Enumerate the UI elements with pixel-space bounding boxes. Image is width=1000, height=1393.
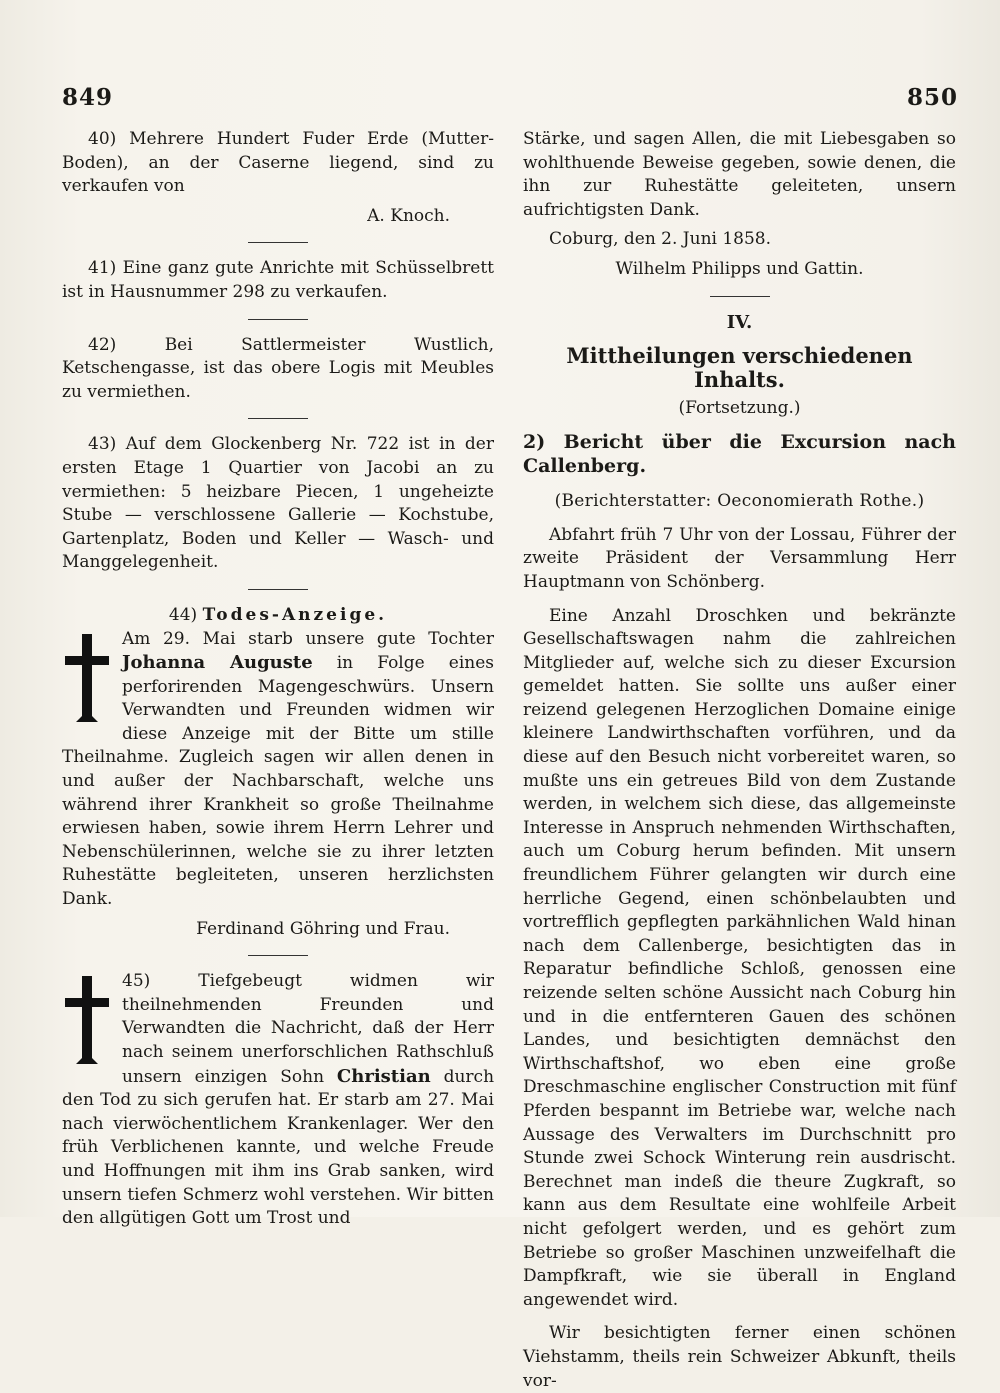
- page-number-right: 850: [906, 84, 958, 111]
- notice-43-text: 43) Auf dem Glockenberg Nr. 722 ist in der ersten Etage 1 Quartier von Jacobi an zu vermiethen: 5 heizbare Piecen, 1 ungeheizte Stube — verschlossene Gallerie — Kochstube, Gartenplatz, Boden und Keller — Wasch- und Manggelegenheit.: [62, 434, 494, 573]
- notice-42-text: 42) Bei Sattlermeister Wustlich, Ketschengasse, ist das obere Logis mit Meubles zu vermiethen.: [62, 334, 494, 402]
- article-paragraph-3: Wir besichtigten ferner einen schönen Viehstamm, theils rein Schweizer Abkunft, theils vor-: [523, 1323, 956, 1391]
- notice-45-text-a: 45) Tiefgebeugt widmen wir theilnehmenden Freunden und Verwandten die Nachricht, daß der Herr nach seinem unerforschlichen Rathschluß unsern einzigen Sohn: [122, 971, 494, 1087]
- notice-44-text-b: in Folge eines perforirenden Magengeschwürs. Unsern Verwandten und Freunden widmen wir diese Anzeige mit der Bitte um stille Theilnahme. Zugleich sagen wir allen denen in und außer der Nachbarschaft, welche uns während ihrer Krankheit so große Theilnahme erwiesen haben, sowie ihrem Herrn Lehrer und Nebenschülerinnen, welche sie zu ihrer letzten Ruhestätte begleiteten, unseren herzlichsten Dank.: [62, 653, 494, 910]
- notice-45-name: Christian: [336, 1065, 431, 1087]
- notice-40: [62, 128, 494, 228]
- notice-44-signature: Ferdinand Göhring und Frau.: [196, 918, 450, 939]
- page-number-left: 849: [62, 84, 114, 111]
- article-paragraph-2: Eine Anzahl Droschken und bekränzte Gesellschaftswagen nahm die zahlreichen Mitglieder auf, welche sich zu dieser Excursion gemeldet hatten. Sie sollte uns außer einer reizend gelegenen Herzoglichen Domaine einige kleinere Landwirthschaften vorführen, und da diese auf den Besuch nicht vorbereitet waren, so mußte uns ein getreues Bild von dem Zustande werden, in welchem sich diese, das allgemeinste Interesse in Anspruch nehmenden Wirthschaften, auch um Coburg herum befinden. Mit unsern freundlichem Führer gelangten wir durch eine herrliche Gegend, einen schönbelaubten und vortrefflich gepflegten parkähnlichen Wald hinan nach dem Callenberge, besichtigten das in Reparatur befindliche Schloß, genossen eine reizende selten schöne Aussicht nach Coburg hin und in die entfernteren Gauen des schönen Landes, und besichtigten demnächst den Wirthschaftshof, wo eben eine große Dreschmaschine englischer Construction mit fünf Pferden bespannt im Betriebe war, welche nach Aussage des Verwalters im Durchschnitt pro Stunde zwei Schock Winterung rein ausdrischt. Berechnet man indeß die theure Zugkraft, so kann aus dem Resultate eine wohlfeile Arbeit nicht gefolgert werden, und es gehört zum Betriebe so großer Maschinen unzweifelhaft die Dampfkraft, wie sie überall in England angewendet wird.: [523, 605, 956, 1310]
- separator-rule: [248, 242, 308, 243]
- separator-rule: [248, 418, 308, 419]
- article-reporter: (Berichterstatter: Oeconomierath Rothe.): [554, 491, 925, 512]
- notice-45-death-announcement: [62, 970, 494, 1231]
- notice-44-name: Johanna Auguste: [122, 652, 313, 674]
- continuation-note: (Fortsetzung.): [678, 398, 801, 419]
- notice-41-text: 41) Eine ganz gute Anrichte mit Schüsselbrett ist in Hausnummer 298 zu verkaufen.: [62, 258, 494, 302]
- left-column: [62, 128, 494, 1245]
- article-paragraph-1: Abfahrt früh 7 Uhr von der Lossau, Führer der zweite Präsident der Versammlung Herr Hauptmann von Schönberg.: [523, 524, 956, 592]
- separator-rule: [248, 589, 308, 590]
- notice-43: [62, 433, 494, 575]
- right-column: [523, 128, 956, 1393]
- separator-rule: [710, 296, 770, 297]
- notice-44-text-a: Am 29. Mai starb unsere gute Tochter: [122, 628, 494, 649]
- notice-42: [62, 334, 494, 405]
- notice-44-title: Todes-Anzeige.: [202, 604, 388, 625]
- separator-rule: [248, 319, 308, 320]
- article-title: 2) Bericht über die Excursion nach Callenberg.: [523, 430, 956, 477]
- notice-40-signature: A. Knoch.: [367, 205, 450, 226]
- place-date: Coburg, den 2. Juni 1858.: [549, 229, 772, 250]
- notice-41: [62, 257, 494, 304]
- cross-icon: [62, 632, 112, 724]
- continuation-text: Stärke, und sagen Allen, die mit Liebesgaben so wohlthuende Beweise gegeben, sowie denen, die ihn zur Ruhestätte geleiteten, unsern aufrichtigsten Dank.: [523, 129, 956, 220]
- section-title: Mittheilungen verschiedenen Inhalts.: [566, 343, 913, 392]
- notice-44-number: 44): [168, 604, 198, 625]
- cross-icon: [62, 974, 112, 1066]
- notice-44-death-announcement: [62, 604, 494, 941]
- separator-rule: [248, 955, 308, 956]
- notice-45-signature: Wilhelm Philipps und Gattin.: [615, 258, 864, 279]
- notice-40-text: 40) Mehrere Hundert Fuder Erde (Mutter-Boden), an der Caserne liegend, sind zu verkaufen von: [62, 129, 494, 197]
- section-number: IV.: [726, 311, 753, 333]
- notice-45-text-b: durch den Tod zu sich gerufen hat. Er starb am 27. Mai nach vierwöchentlichem Krankenlager. Wer den früh Verblichenen kannte, und welche Freude und Hoffnungen mit ihm ins Grab sanken, wird unsern tiefen Schmerz wohl verstehen. Wir bitten den allgütigen Gott um Trost und: [62, 1066, 495, 1229]
